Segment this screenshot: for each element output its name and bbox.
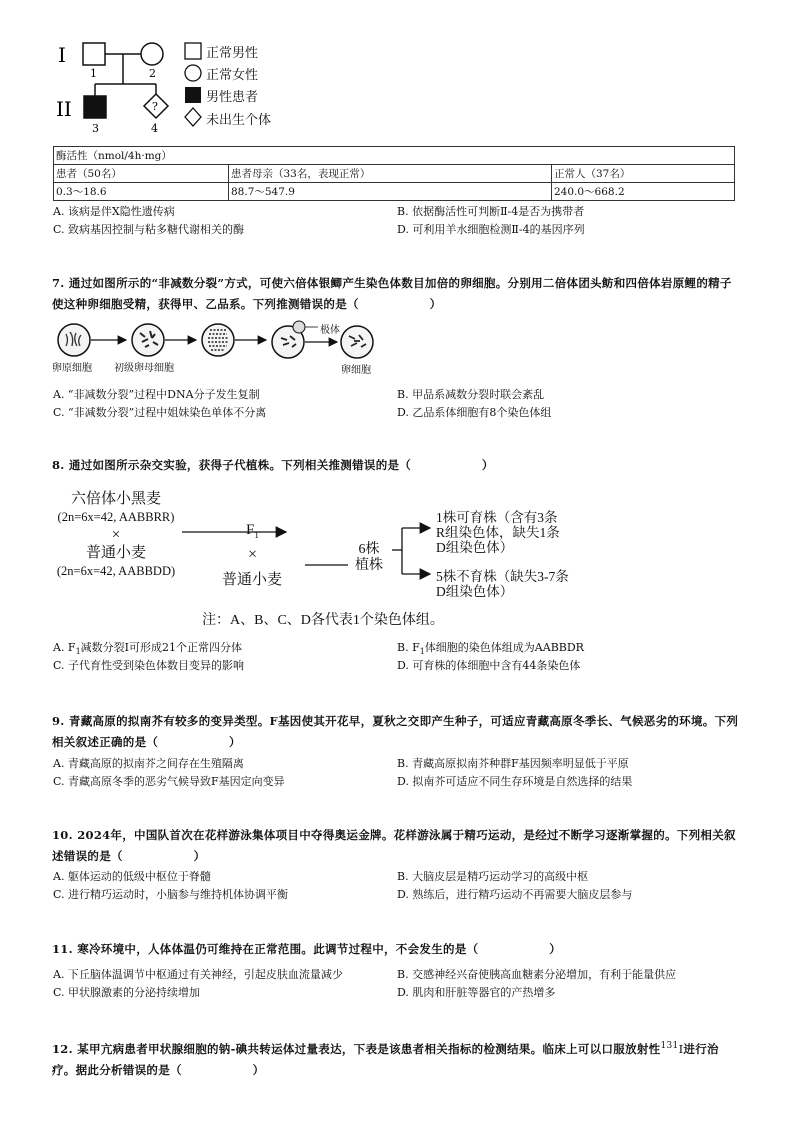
legend-diamond-icon (185, 108, 201, 126)
parent2-genome: (2n=6x=42, AABBDD) (56, 564, 176, 578)
q8-note: 注：A、B、C、D各代表1个染色体组。 (202, 613, 444, 628)
value-patients: 0.3～18.6 (54, 183, 229, 201)
q9-option-d: D. 拟南芥可适应不同生存环境是自然选择的结果 (397, 775, 633, 788)
value-normal: 240.0～668.2 (552, 183, 735, 201)
egg-cell (341, 326, 373, 358)
q6-option-b: B. 依据酶活性可判断Ⅱ-4是否为携带者 (397, 205, 585, 218)
q10-stem: 10. 2024年，中国队首次在花样游泳集体项目中夺得奥运金牌。花样游泳属于精巧运动，是经过不断学习逐渐掌握的。下列相关叙述错误的是（ ） (52, 828, 736, 863)
q11-stem: 11. 寒冷环境中，人体体温仍可维持在正常范围。此调节过程中，不会发生的是（ ） (52, 942, 562, 956)
q12-stem: 12. 某甲亢病患者甲状腺细胞的钠-碘共转运体过量表达，下表是该患者相关指标的检测结果。临床上可以口服放射性$^{131}$I进行治疗。据此分析错误的是（ ） (52, 1041, 719, 1077)
cross-symbol-2: × (248, 546, 258, 563)
table-header: 酶活性（nmol/4h·mg） (54, 147, 735, 165)
q11-option-d: D. 肌肉和肝脏等器官的产热增多 (397, 986, 556, 999)
dividing-cell (202, 324, 234, 356)
individual-3-affected-male (84, 96, 106, 118)
enzyme-activity-table (53, 146, 735, 201)
individual-4-label: 4 (151, 122, 158, 135)
q8-option-b: B. $F_1$体细胞的染色体组成为AABBDR (397, 641, 584, 657)
legend-filled-square-icon (185, 87, 201, 103)
sterile-line-1: 5株不育株（缺失3-7条 (436, 569, 569, 584)
individual-1-normal-male (83, 43, 105, 65)
q6-option-d: D. 可利用羊水细胞检测Ⅱ-4的基因序列 (397, 223, 585, 236)
q10-option-c: C. 进行精巧运动时，小脑参与维持机体协调平衡 (53, 888, 289, 901)
q11-option-c: C. 甲状腺激素的分泌持续增加 (53, 986, 201, 999)
q9-option-c: C. 青藏高原冬季的恶劣气候导致F基因定向变异 (53, 775, 285, 788)
parent1-genome: (2n=6x=42, AABBRR) (57, 510, 175, 524)
fertile-line-1: 1株可育株（含有3条 (436, 510, 558, 525)
legend-unborn: 未出生个体 (206, 113, 272, 128)
q9-stem: 9. 青藏高原的拟南芥有较多的变异类型。F基因使其开花早，夏秋之交即产生种子，可适应青藏高原冬季长、气候恶劣的环境。下列相关叙述正确的是（ ） (52, 714, 739, 749)
q7-option-b: B. 甲品系减数分裂时联会紊乱 (397, 388, 545, 401)
fertile-line-2: R组染色体，缺失1条 (436, 525, 560, 540)
sterile-line-2: D组染色体） (436, 584, 514, 599)
q7-option-a: A. “非减数分裂”过程中DNA分子发生复制 (53, 388, 260, 401)
q6-option-c: C. 致病基因控制与粘多糖代谢相关的酶 (53, 223, 245, 236)
col-header-normal: 正常人（37名） (552, 165, 735, 183)
cross-symbol-1: × (111, 527, 121, 543)
q6-option-a: A. 该病是伴X隐性遗传病 (53, 205, 175, 218)
q11-option-a: A. 下丘脑体温调节中枢通过有关神经，引起皮肤血流量减少 (53, 968, 343, 981)
value-mothers: 88.7～547.9 (229, 183, 552, 201)
offspring-unit: 植株 (355, 558, 383, 573)
q7-stem: 7. 通过如图所示的“非减数分裂”方式，可使六倍体银鲫产生染色体数目加倍的卵细胞。分别用二倍体团头鲂和四倍体岩原鲤的精子使这种卵细胞受精，获得甲、乙品系。下列推测错误的是（ ） (52, 276, 732, 311)
q8-cross-diagram (52, 488, 612, 633)
offspring-count: 6株 (358, 542, 380, 557)
legend-square-icon (185, 43, 201, 59)
q8-stem: 8. 通过如图所示杂交实验，获得子代植株。下列相关推测错误的是（ ） (52, 458, 494, 472)
legend-normal-male: 正常男性 (206, 46, 259, 61)
q10-option-a: A. 躯体运动的低级中枢位于脊髓 (53, 870, 211, 883)
backcross-parent: 普通小麦 (222, 572, 283, 588)
isotope-mass: 131 (660, 1041, 679, 1051)
col-header-mothers: 患者母亲（33名，表现正常） (229, 165, 552, 183)
polar-body (293, 321, 305, 333)
label-oogonium: 卵原细胞 (52, 363, 92, 374)
q9-option-a: A. 青藏高原的拟南芥之间存在生殖隔离 (53, 757, 244, 770)
label-egg: 卵细胞 (341, 365, 371, 376)
q11-option-b: B. 交感神经兴奋使胰高血糖素分泌增加，有利于能量供应 (397, 968, 677, 981)
q8-option-a: A. $F_1$减数分裂Ⅰ可形成21个正常四分体 (53, 641, 243, 657)
legend-circle-icon (185, 65, 201, 81)
individual-1-label: 1 (90, 67, 97, 80)
unknown-mark: ? (152, 100, 158, 113)
parent1-name: 六倍体小黑麦 (70, 491, 161, 507)
fertile-line-3: D组染色体） (436, 540, 514, 555)
legend-normal-female: 正常女性 (206, 68, 259, 83)
oogonium-cell (58, 324, 90, 356)
generation-1-label: I (58, 43, 66, 67)
legend-affected-male: 男性患者 (206, 90, 259, 105)
individual-2-normal-female (141, 43, 163, 65)
q9-option-b: B. 青藏高原拟南芥种群F基因频率明显低于平原 (397, 757, 629, 770)
label-primary-oocyte: 初级卵母细胞 (114, 363, 174, 374)
individual-3-label: 3 (92, 122, 99, 135)
parent2-name: 普通小麦 (85, 545, 146, 561)
q8-option-c: C. 子代育性受到染色体数目变异的影响 (53, 659, 245, 672)
f1-label: $F_1$ (246, 522, 259, 540)
pedigree-legend (184, 40, 294, 130)
label-polar-body: 极体 (320, 325, 340, 336)
col-header-patients: 患者（50名） (54, 165, 229, 183)
q7-option-c: C. “非减数分裂”过程中姐妹染色单体不分离 (53, 406, 267, 419)
q10-option-d: D. 熟练后，进行精巧运动不再需要大脑皮层参与 (397, 888, 633, 901)
q10-option-b: B. 大脑皮层是精巧运动学习的高级中枢 (397, 870, 589, 883)
individual-2-label: 2 (149, 67, 156, 80)
isotope-symbol: I (678, 1041, 684, 1056)
q8-option-d: D. 可育株的体细胞中含有44条染色体 (397, 659, 581, 672)
generation-2-label: II (56, 97, 72, 121)
q7-figure (52, 318, 392, 376)
q7-option-d: D. 乙品系体细胞有8个染色体组 (397, 406, 552, 419)
